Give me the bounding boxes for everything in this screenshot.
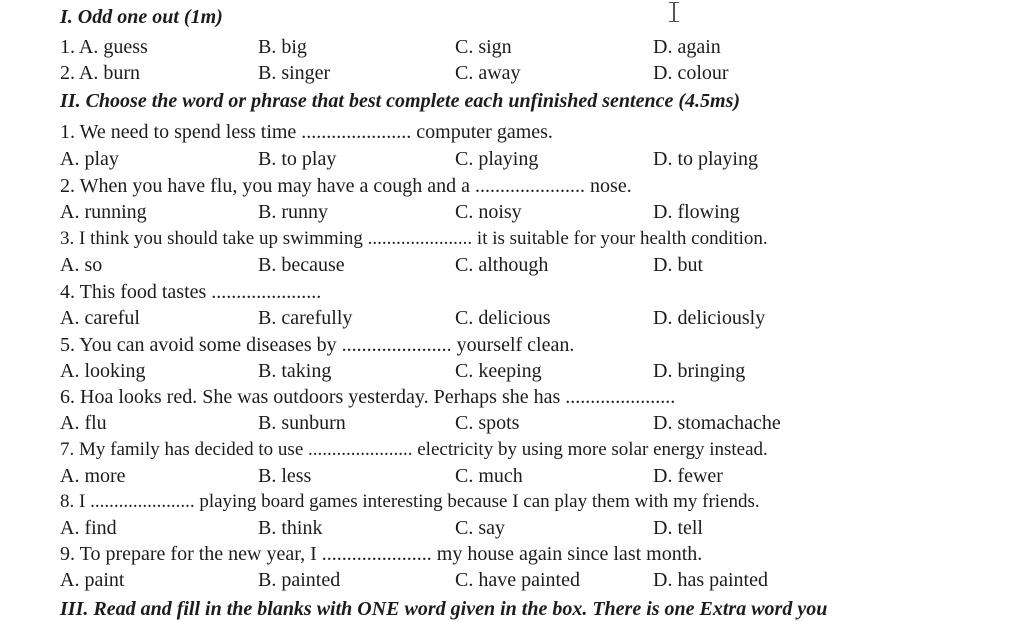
option-a: A. looking [60,360,146,382]
section-3-title: III. Read and fill in the blanks with ONE word given in the box. There is one Extra word you [60,598,828,620]
option-a: 2. A. burn [60,62,140,84]
option-d: D. fewer [653,465,723,487]
answer-options [60,252,1000,278]
option-c: C. although [455,254,549,276]
option-b: B. painted [258,569,341,591]
option-d: D. colour [653,62,729,84]
option-d: D. again [653,36,721,58]
option-b: B. taking [258,360,332,382]
option-d: D. but [653,254,703,276]
option-a: A. flu [60,412,107,434]
option-a: A. careful [60,307,140,329]
answer-options [60,305,1000,331]
option-a: 1. A. guess [60,36,148,58]
option-c: C. spots [455,412,520,434]
question-text: 6. Hoa looks red. She was outdoors yesterday. Perhaps she has ...................... [60,386,676,408]
option-d: D. bringing [653,360,746,382]
option-b: B. to play [258,148,337,170]
answer-options [60,358,1000,384]
option-c: C. sign [455,36,512,58]
question-text: 1. We need to spend less time ...................... computer games. [60,121,553,143]
option-c: C. noisy [455,201,522,223]
option-b: B. carefully [258,307,353,329]
option-a: A. find [60,517,117,539]
option-d: D. to playing [653,148,758,170]
option-b: B. singer [258,62,331,84]
option-a: A. so [60,254,103,276]
odd-one-out-row [60,60,1000,86]
question-text: 4. This food tastes ...................... [60,281,322,303]
question-text: 3. I think you should take up swimming ...................... it is suitable for your health condition. [60,228,768,249]
option-a: A. paint [60,569,125,591]
option-c: C. delicious [455,307,551,329]
section-2-title: II. Choose the word or phrase that best complete each unfinished sentence (4.5ms) [60,90,741,112]
option-d: D. has painted [653,569,768,591]
option-a: A. running [60,201,147,223]
odd-one-out-row [60,34,1000,60]
option-a: A. play [60,148,119,170]
question-text: 7. My family has decided to use ...................... electricity by using more solar energy instead. [60,439,768,460]
answer-options [60,146,1000,172]
answer-options [60,199,1000,225]
option-c: C. much [455,465,523,487]
option-b: B. less [258,465,312,487]
option-c: C. say [455,517,505,539]
answer-options [60,515,1000,541]
option-b: B. think [258,517,323,539]
option-b: B. sunburn [258,412,346,434]
question-text: 5. You can avoid some diseases by ...................... yourself clean. [60,334,575,356]
option-a: A. more [60,465,126,487]
option-d: D. flowing [653,201,740,223]
option-b: B. runny [258,201,328,223]
question-text: 2. When you have flu, you may have a cough and a ...................... nose. [60,175,632,197]
option-c: C. away [455,62,521,84]
question-text: 9. To prepare for the new year, I ...................... my house again since last month. [60,543,703,565]
section-1-title: I. Odd one out (1m) [60,6,223,28]
option-d: D. deliciously [653,307,766,329]
option-d: D. tell [653,517,703,539]
answer-options [60,463,1000,489]
answer-options [60,410,1000,436]
option-b: B. because [258,254,345,276]
option-c: C. keeping [455,360,542,382]
option-b: B. big [258,36,307,58]
text-cursor-icon [668,2,680,22]
answer-options [60,567,1000,593]
question-text: 8. I ...................... playing board games interesting because I can play them with my friends. [60,491,760,512]
option-d: D. stomachache [653,412,781,434]
option-c: C. have painted [455,569,580,591]
option-c: C. playing [455,148,539,170]
